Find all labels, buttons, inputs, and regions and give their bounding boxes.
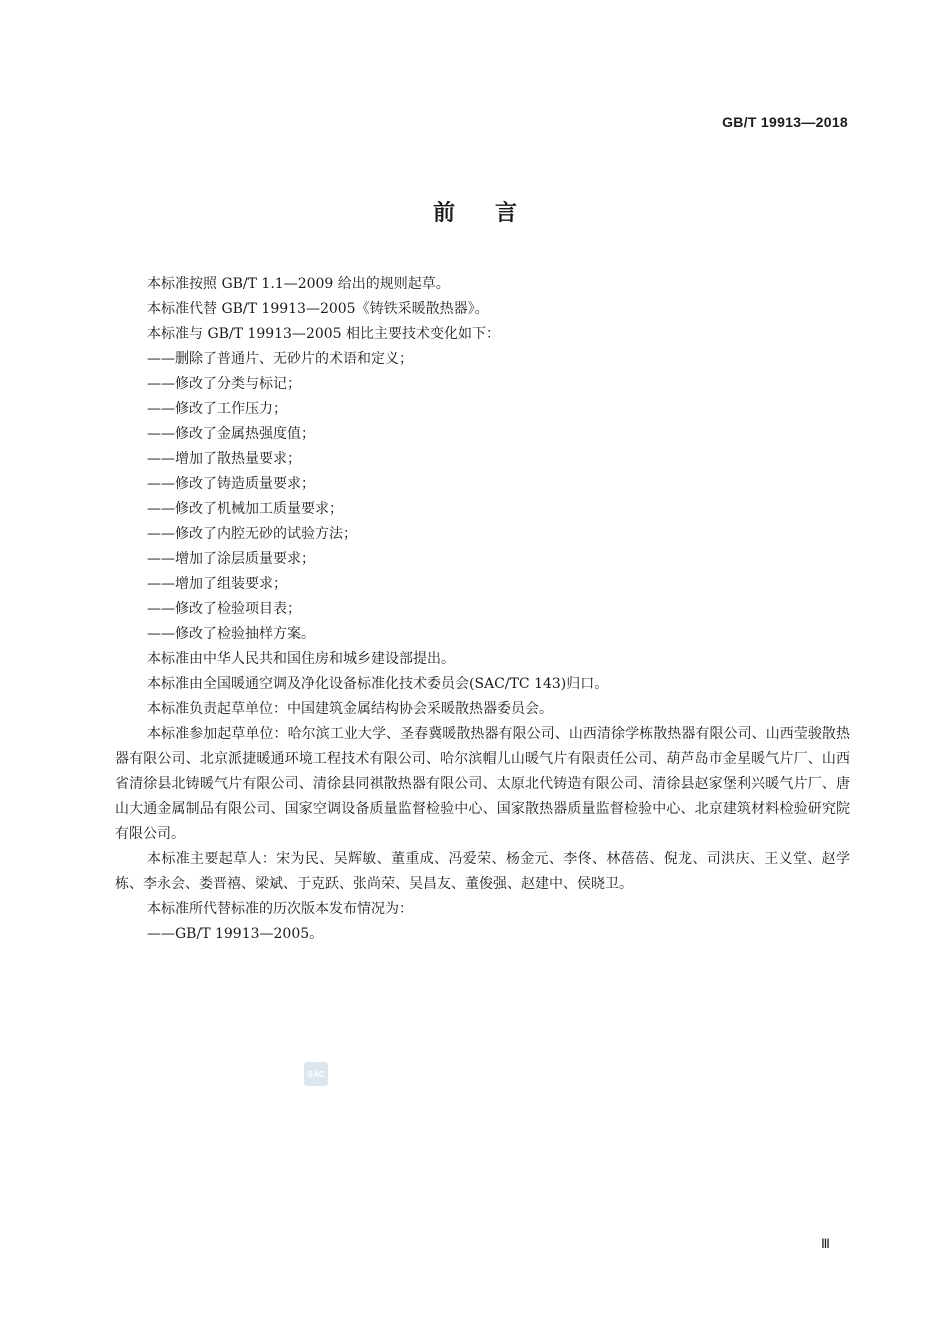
paragraph: 本标准负责起草单位：中国建筑金属结构协会采暖散热器委员会。 bbox=[147, 701, 553, 717]
list-item: ——修改了内腔无砂的试验方法； bbox=[147, 526, 357, 542]
list-item: ——修改了检验项目表； bbox=[147, 601, 301, 617]
list-item: ——增加了涂层质量要求； bbox=[147, 551, 315, 567]
list-item: ——增加了组装要求； bbox=[147, 576, 287, 592]
logo-text: SAC bbox=[307, 1070, 325, 1079]
paragraph: 本标准代替 GB/T 19913—2005《铸铁采暖散热器》。 bbox=[147, 301, 489, 317]
document-body bbox=[115, 272, 850, 947]
header-standard-code: GB/T 19913—2018 bbox=[722, 114, 848, 130]
paragraph: 本标准由全国暖通空调及净化设备标准化技术委员会(SAC/TC 143)归口。 bbox=[147, 676, 609, 692]
paragraph: 本标准与 GB/T 19913—2005 相比主要技术变化如下： bbox=[147, 326, 501, 342]
list-item: ——删除了普通片、无砂片的术语和定义； bbox=[147, 351, 413, 367]
list-item: ——修改了工作压力； bbox=[147, 401, 287, 417]
paragraph: 本标准参加起草单位：哈尔滨工业大学、圣春冀暖散热器有限公司、山西清徐学栋散热器有限公司、山西莹骏散热器有限公司、北京派捷暖通环境工程技术有限公司、哈尔滨帽儿山暖气片有限责任公司、葫芦岛市金星暖气片厂、山西省清徐县北铸暖气片有限公司、清徐县同祺散热器有限公司、太原北代铸造有限公司、清徐县赵家堡利兴暖气片厂、唐山大通金属制品有限公司、国家空调设备质量监督检验中心、国家散热器质量监督检验中心、北京建筑材料检验研究院有限公司。 bbox=[115, 726, 850, 842]
list-item: ——修改了检验抽样方案。 bbox=[147, 626, 315, 642]
sac-logo bbox=[304, 1062, 328, 1086]
list-item: ——修改了分类与标记； bbox=[147, 376, 301, 392]
paragraph: 本标准所代替标准的历次版本发布情况为： bbox=[147, 901, 413, 917]
paragraph: 本标准按照 GB/T 1.1—2009 给出的规则起草。 bbox=[147, 276, 450, 292]
list-item: ——GB/T 19913—2005。 bbox=[147, 926, 324, 942]
page-number: Ⅲ bbox=[821, 1236, 830, 1251]
paragraph: 本标准由中华人民共和国住房和城乡建设部提出。 bbox=[147, 651, 455, 667]
page-title: 前言 bbox=[432, 201, 557, 226]
list-item: ——修改了机械加工质量要求； bbox=[147, 501, 343, 517]
paragraph: 本标准主要起草人：宋为民、吴辉敏、董重成、冯爱荣、杨金元、李佟、林蓓蓓、倪龙、司洪庆、王义堂、赵学栋、李永会、娄晋禧、梁斌、于克跃、张尚荣、吴昌友、董俊强、赵建中、侯晓卫。 bbox=[115, 851, 850, 892]
list-item: ——增加了散热量要求； bbox=[147, 451, 301, 467]
list-item: ——修改了铸造质量要求； bbox=[147, 476, 315, 492]
list-item: ——修改了金属热强度值； bbox=[147, 426, 315, 442]
